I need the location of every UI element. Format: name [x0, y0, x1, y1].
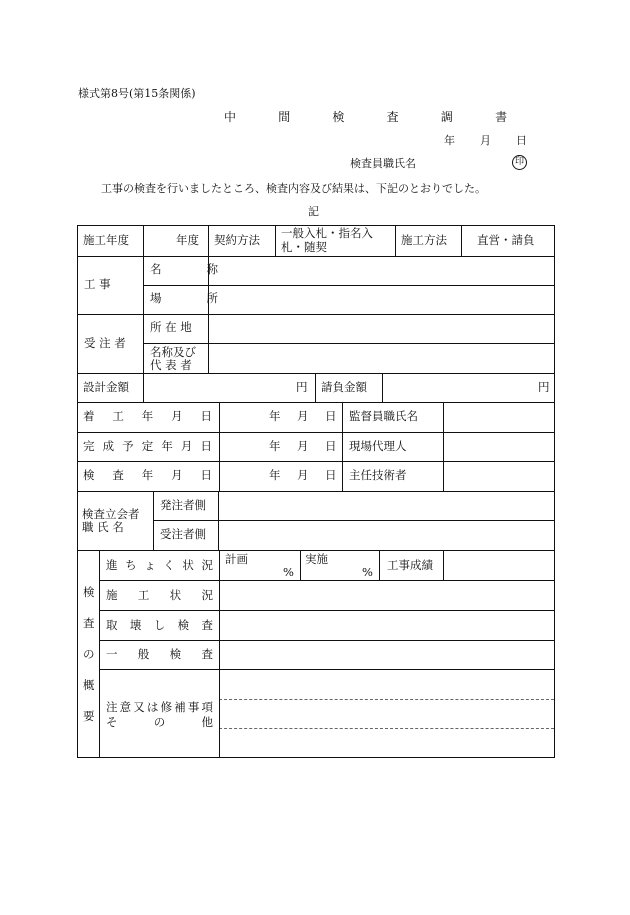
contractor-side-label: 受注者側	[160, 527, 206, 541]
work-place-field[interactable]	[209, 286, 554, 314]
design-amount-label: 設計金額	[83, 380, 129, 394]
orderer-side-label: 発注者側	[160, 498, 206, 512]
contract-amount-yen: 円	[538, 380, 550, 394]
overview-char-5: 要	[83, 709, 95, 723]
contract-method-value-2: 札・随契	[281, 240, 327, 254]
form-number: 様式第8号(第15条関係)	[78, 87, 196, 100]
general-inspection-label: 一 般 検 査	[106, 647, 213, 661]
start-date-month: 月	[297, 409, 309, 423]
work-place-label: 場 所	[150, 291, 239, 305]
document-title: 中 間 検 査 調 書	[224, 110, 527, 124]
intro-text: 工事の検査を行いましたところ、検査内容及び結果は、下記のとおりでした。	[101, 182, 486, 195]
work-label: 工 事	[84, 277, 111, 291]
start-date-day: 日	[325, 409, 337, 423]
orderer-side-field[interactable]	[219, 492, 554, 520]
notes-field[interactable]	[220, 670, 554, 757]
work-name-field[interactable]	[209, 257, 554, 285]
completion-date-year: 年	[269, 439, 281, 453]
ki-mark: 記	[308, 205, 319, 218]
attendee-label-1: 検査立会者	[82, 507, 140, 521]
date-month: 月	[480, 134, 491, 147]
attendee-label-2: 職 氏 名	[82, 520, 124, 534]
design-amount-yen: 円	[296, 380, 308, 394]
contractor-name-field[interactable]	[209, 344, 554, 373]
construction-score-label: 工事成績	[387, 558, 433, 572]
construction-method-value: 直営・請負	[477, 233, 535, 247]
overview-char-4: 概	[83, 678, 95, 692]
actual-percent: %	[362, 565, 373, 579]
supervisor-label: 監督員職氏名	[349, 409, 418, 423]
overview-char-1: 検	[83, 585, 95, 599]
start-date-label: 着 工 年 月 日	[83, 409, 212, 423]
completion-date-month: 月	[297, 439, 309, 453]
chief-engineer-field[interactable]	[444, 462, 554, 491]
planned-completion-label: 完 成 予 定 年 月 日	[83, 439, 212, 453]
contractor-address-field[interactable]	[209, 315, 554, 343]
contractor-name-label-2: 代 表 者	[150, 358, 192, 372]
fiscal-year-unit: 年度	[176, 233, 199, 247]
construction-status-label: 施 工 状 況	[106, 588, 213, 602]
inspector-label: 検査員職氏名	[350, 157, 416, 170]
plan-percent: %	[283, 565, 294, 579]
notes-label-2: そ の 他	[106, 715, 213, 729]
contractor-side-field[interactable]	[219, 521, 554, 550]
progress-label: 進 ち ょ く 状 況	[106, 558, 213, 572]
supervisor-field[interactable]	[444, 403, 554, 432]
contract-method-value-1: 一般入札・指名入	[281, 226, 373, 240]
site-agent-label: 現場代理人	[349, 439, 407, 453]
seal-mark: 印	[512, 155, 527, 170]
general-inspection-field[interactable]	[220, 641, 554, 669]
inspection-date-month: 月	[297, 468, 309, 482]
site-agent-field[interactable]	[444, 433, 554, 461]
overview-char-2: 査	[83, 616, 95, 630]
inspection-date-day: 日	[325, 468, 337, 482]
date-year: 年	[444, 134, 455, 147]
contractor-label: 受 注 者	[84, 336, 126, 350]
date-day: 日	[516, 134, 527, 147]
destructive-inspection-label: 取 壊 し 検 査	[106, 618, 213, 632]
inspection-date-label: 検 査 年 月 日	[83, 468, 212, 482]
contract-amount-label: 請負金額	[321, 380, 367, 394]
work-name-label: 名 称	[150, 262, 239, 276]
construction-method-label: 施工方法	[401, 233, 447, 247]
chief-engineer-label: 主任技術者	[349, 468, 407, 482]
notes-label-1: 注 意 又 は 修 補 事 項	[106, 700, 213, 714]
contractor-address-label: 所 在 地	[150, 320, 192, 334]
inspection-date-year: 年	[269, 468, 281, 482]
actual-label: 実施	[305, 552, 328, 566]
completion-date-day: 日	[325, 439, 337, 453]
start-date-year: 年	[269, 409, 281, 423]
destructive-inspection-field[interactable]	[220, 611, 554, 640]
contract-method-label: 契約方法	[214, 233, 260, 247]
plan-label: 計画	[225, 552, 248, 566]
construction-status-field[interactable]	[220, 581, 554, 610]
contractor-name-label-1: 名称及び	[150, 345, 196, 359]
overview-char-3: の	[83, 647, 95, 661]
fiscal-year-label: 施工年度	[83, 233, 129, 247]
